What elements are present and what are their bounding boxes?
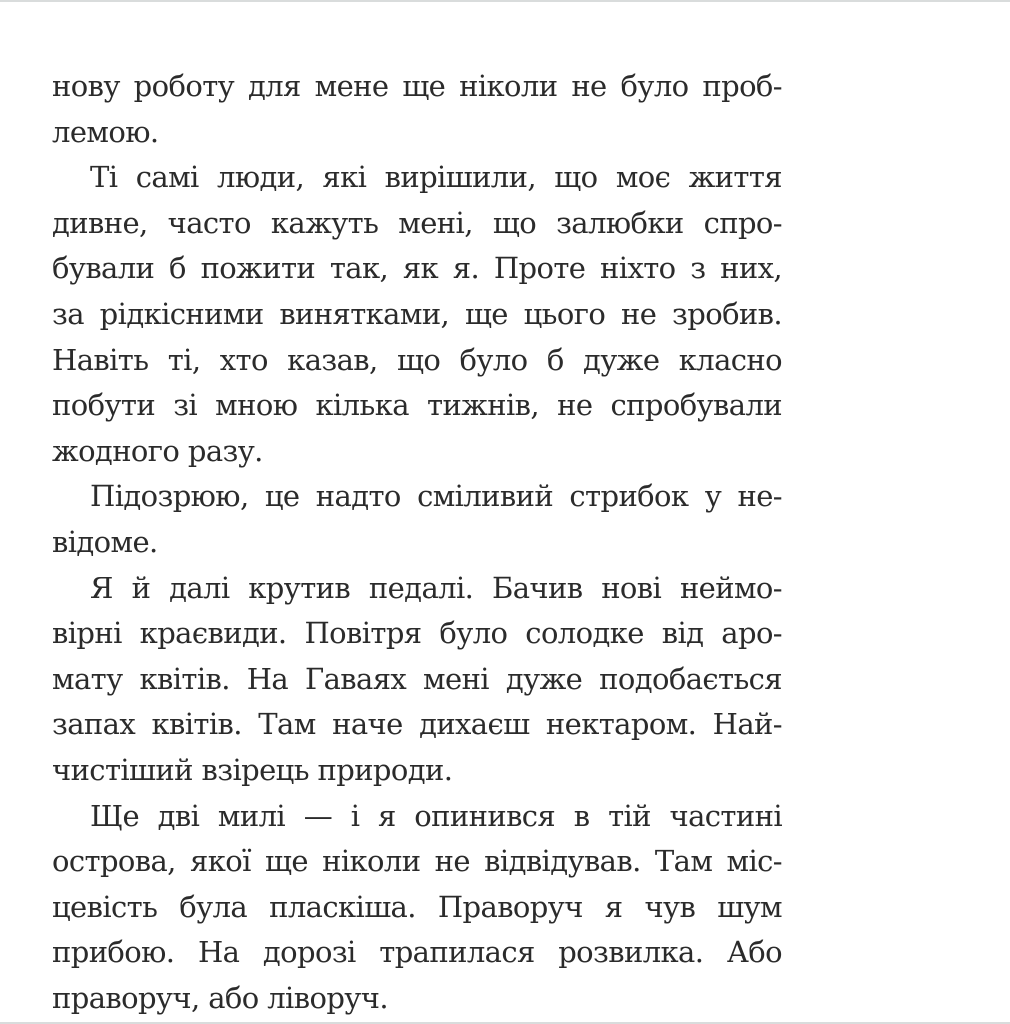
text-line: чистіший взірець природи.	[52, 752, 453, 787]
text-line: вірні краєвиди. Повітря було солодке від аро-	[52, 616, 782, 651]
text-line: мату квітів. На Гаваях мені дуже подобається	[52, 661, 782, 696]
text-line: Я й далі крутив педалі. Бачив нові неймо-	[90, 570, 782, 605]
text-line: Ще дві милі — і я опинився в тій частині	[90, 798, 782, 833]
text-line: острова, якої ще ніколи не відвідував. Там міс-	[52, 844, 782, 879]
text-line: праворуч, або ліворуч.	[52, 980, 388, 1015]
text-line: цевість була пласкіша. Праворуч я чув шум	[52, 889, 782, 924]
text-line: жодного разу.	[52, 433, 263, 468]
text-line: за рідкісними винятками, ще цього не зробив.	[52, 296, 782, 331]
page-text	[52, 64, 782, 1021]
text-line: Підозрюю, це надто сміливий стрибок у не-	[90, 479, 782, 514]
text-line: запах квітів. Там наче дихаєш нектаром. Най-	[52, 707, 782, 742]
text-line: дивне, часто кажуть мені, що залюбки спро-	[52, 205, 782, 240]
text-line: бували б пожити так, як я. Проте ніхто з них,	[52, 251, 782, 286]
text-line: Навіть ті, хто казав, що було б дуже класно	[52, 342, 782, 377]
text-line: відоме.	[52, 524, 158, 559]
text-line: нову роботу для мене ще ніколи не було проб-	[52, 69, 782, 103]
text-line: лемою.	[52, 114, 159, 149]
text-line: прибою. На дорозі трапилася розвилка. Або	[52, 935, 782, 970]
text-line: Ті самі люди, які вирішили, що моє життя	[90, 160, 782, 195]
text-line: побути зі мною кілька тижнів, не спробували	[52, 388, 782, 423]
